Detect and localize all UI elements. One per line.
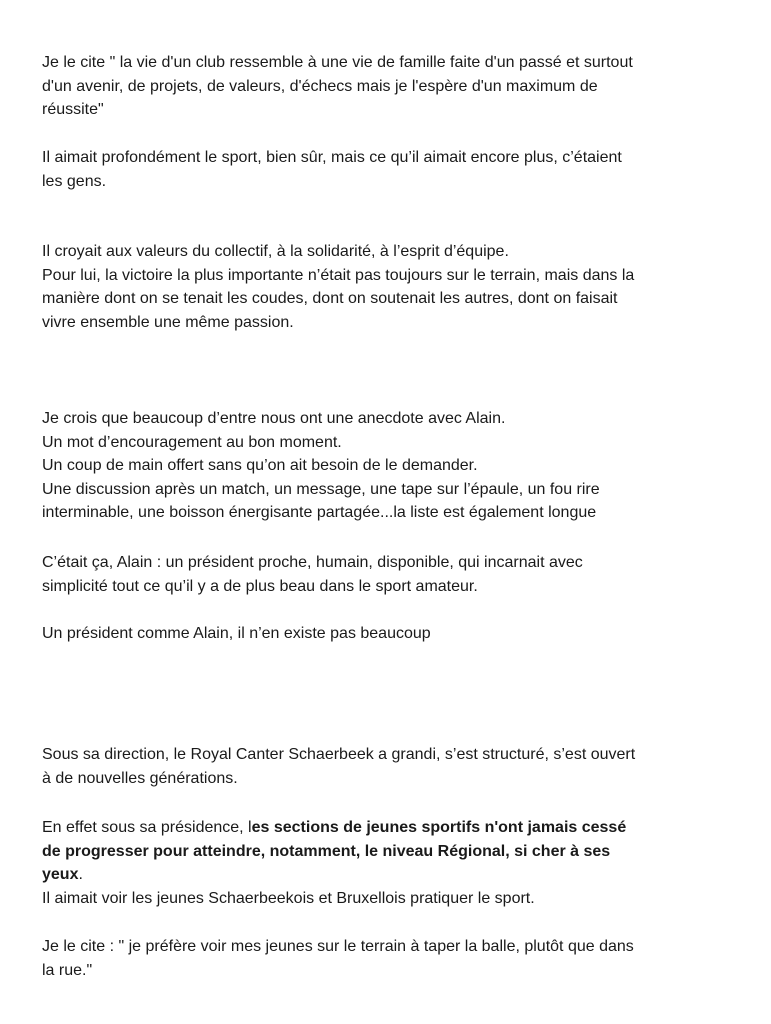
paragraph-rare-president: Un président comme Alain, il n’en existe pas beaucoup (42, 625, 431, 642)
paragraph-love-of-sport: Il aimait profondément le sport, bien sûr, mais ce qu’il aimait encore plus, c’étaient les gens. (42, 149, 622, 190)
paragraph-youth-sections: En effet sous sa présidence, les sections de jeunes sportifs n'ont jamais cessé de progresser pour atteindre, notamment, le niveau Régional, si cher à ses yeux. Il aimait voir les jeunes Schaerbeekois et Bruxellois pratiquer le sport. (42, 819, 627, 907)
paragraph-anecdotes: Je crois que beaucoup d’entre nous ont une anecdote avec Alain. Un mot d’encouragement au bon moment. Un coup de main offert sans qu’on ait besoin de le demander. Une discussion après un match, un message, une tape sur l’épaule, un fou rire interminable, une boisson énergisante partagée...la liste est également longue (42, 410, 600, 522)
paragraph-collective-values: Il croyait aux valeurs du collectif, à la solidarité, à l’esprit d’équipe. Pour lui, la victoire la plus importante n’était pas toujours sur le terrain, mais dans la manière dont on se tenait les coudes, dont on soutenait les autres, dont on faisait vivre ensemble une même passion. (42, 243, 635, 331)
paragraph-club-growth: Sous sa direction, le Royal Canter Schaerbeek a grandi, s’est structuré, s’est ouvert à de nouvelles générations. (42, 746, 636, 787)
paragraph-club-quote: Je le cite " la vie d'un club ressemble à une vie de famille faite d'un passé et surtout d'un avenir, de projets, de valeurs, d'échecs mais je l'espère d'un maximum de réussite" (42, 54, 633, 119)
paragraph-youth-quote: Je le cite : " je préfère voir mes jeunes sur le terrain à taper la balle, plutôt que dans la rue." (42, 938, 634, 979)
paragraph-president-portrait: C’était ça, Alain : un président proche, humain, disponible, qui incarnait avec simplicité tout ce qu’il y a de plus beau dans le sport amateur. (42, 554, 583, 595)
